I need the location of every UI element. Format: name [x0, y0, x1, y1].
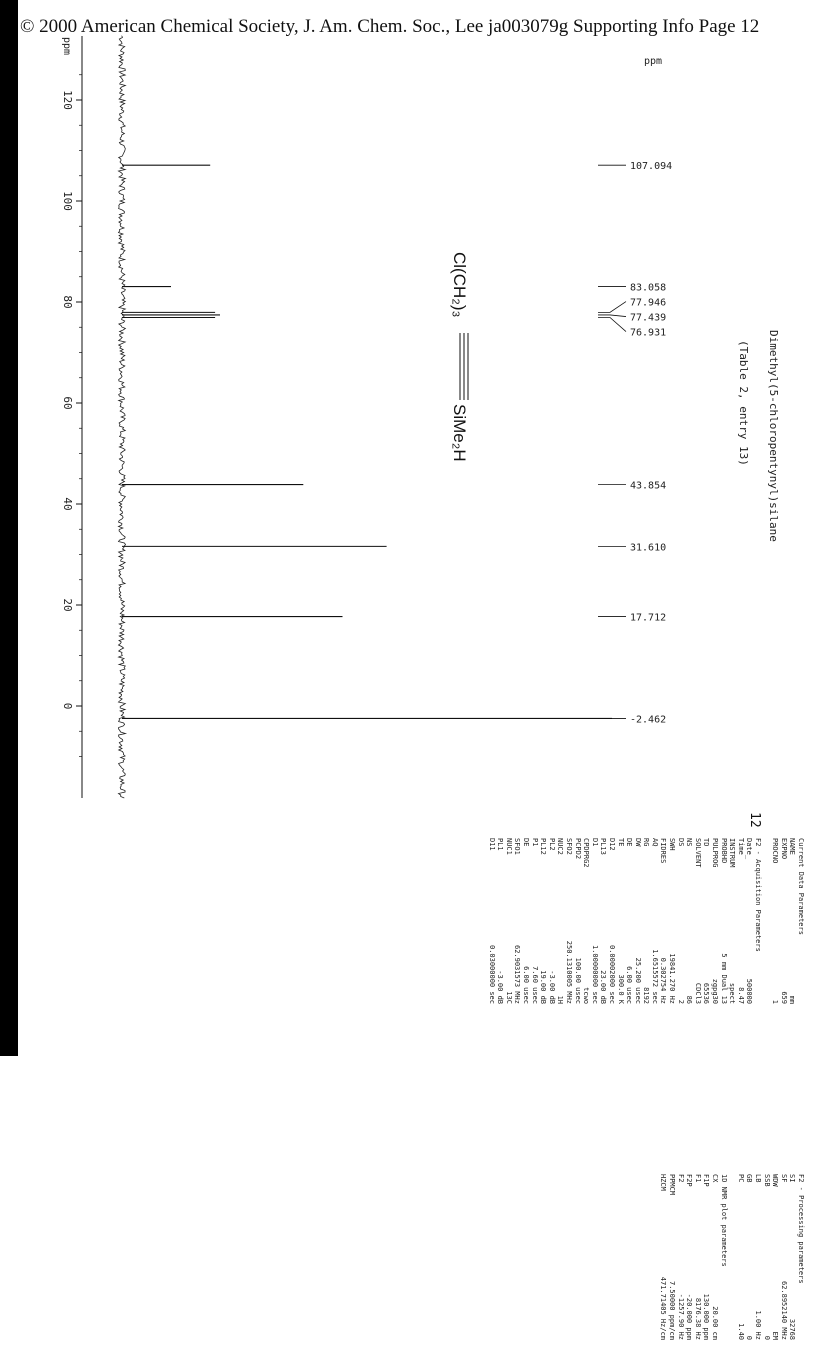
parameter-row [668, 1174, 677, 1354]
parameter-key: INSTRUM [728, 838, 737, 868]
parameter-value: 659 [779, 991, 788, 1004]
parameter-value: 7.60 usec [530, 966, 539, 1004]
parameter-value: 300.0 K [616, 974, 625, 1004]
peak-label: 43.854 [630, 480, 667, 492]
parameter-row [539, 838, 548, 1018]
parameter-value: 65536 [702, 982, 711, 1004]
parameter-value: zgpg30 [711, 978, 720, 1004]
parameter-value: CDCl3 [693, 982, 702, 1004]
parameter-row [710, 1174, 719, 1354]
parameter-row [779, 1174, 788, 1354]
parameter-key: Date_ [745, 838, 754, 860]
parameter-key: SOLVENT [693, 838, 702, 868]
parameter-value: 25.200 usec [633, 957, 642, 1004]
parameter-value: 100.00 usec [573, 957, 582, 1004]
parameter-key: SFO1 [513, 838, 522, 855]
peak-leader [598, 317, 626, 331]
parameter-row [719, 1174, 728, 1354]
parameter-row [719, 838, 728, 1018]
parameter-key: WDW [771, 1174, 780, 1187]
axis-tick-label: 0 [61, 702, 74, 710]
axis-tick-label: 20 [61, 598, 74, 612]
parameter-value: 1.00 Hz [754, 1310, 763, 1340]
parameter-key: GB [745, 1174, 754, 1183]
parameter-value: -1257.90 Hz [676, 1293, 685, 1340]
peak-label: 77.946 [630, 297, 667, 309]
parameter-row [779, 838, 788, 1018]
parameter-value: 62.8952140 MHz [779, 1280, 788, 1340]
peak-label: 76.931 [630, 327, 667, 339]
parameter-row [762, 838, 771, 1018]
parameter-key: CPDPRG2 [582, 838, 591, 868]
parameter-key: DS [676, 838, 685, 847]
parameter-row [788, 838, 797, 1018]
parameter-value: -3.00 dB [547, 970, 556, 1004]
parameter-key: DE [625, 838, 634, 847]
parameter-key: PPMCM [668, 1174, 677, 1196]
parameter-key [762, 838, 771, 894]
baseline-trace [119, 36, 126, 798]
parameter-key: D1 [590, 838, 599, 847]
parameter-value: 19.00 dB [539, 970, 548, 1004]
parameter-value: 0.03000000 sec [487, 944, 496, 1004]
baseline-noise [119, 36, 126, 798]
parameter-value: 8.47 [736, 987, 745, 1004]
parameter-row [753, 838, 762, 1018]
parameter-value [796, 947, 805, 1018]
parameter-value: 6.00 usec [625, 966, 634, 1004]
peak-series [122, 165, 612, 718]
parameter-row [728, 838, 737, 1018]
parameter-value: -3.00 dB [496, 970, 505, 1004]
parameter-value: 250.1310005 MHz [564, 940, 573, 1004]
parameter-key: HZCM [659, 1174, 668, 1191]
peak-leader [598, 302, 626, 313]
peak-leader [598, 315, 626, 317]
parameter-column-1 [487, 838, 805, 1018]
parameter-key: F1 [693, 1174, 702, 1183]
parameter-value: 8176.38 Hz [693, 1297, 702, 1340]
peak-label: 83.058 [630, 282, 667, 294]
parameter-row [564, 838, 573, 1018]
parameter-key: FIDRES [659, 838, 668, 864]
structure-right-group: SiMe₂H [450, 404, 469, 462]
parameter-key: PULPROG [711, 838, 720, 868]
axis-tick-label: 120 [61, 90, 74, 110]
parameter-row [693, 1174, 702, 1354]
parameter-row [693, 838, 702, 1018]
parameter-key: SI [788, 1174, 797, 1183]
parameter-row [504, 838, 513, 1018]
parameter-row [547, 838, 556, 1018]
citation-header: © 2000 American Chemical Society, J. Am. Chem. Soc., Lee ja003079g Supporting Info Page 12 [20, 16, 760, 37]
parameter-value: 23.00 dB [599, 970, 608, 1004]
parameter-row [736, 838, 745, 1018]
parameter-value: 0.00002000 sec [607, 944, 616, 1004]
parameter-value: 2 [676, 999, 685, 1004]
parameter-row [616, 838, 625, 1018]
parameter-value: 0.302754 Hz [659, 957, 668, 1004]
parameter-row [659, 1174, 668, 1354]
parameter-key: Current Data Parameters [797, 838, 805, 935]
parameter-row [676, 1174, 685, 1354]
parameter-row [642, 838, 651, 1018]
parameter-value: 1.6515572 sec [650, 949, 659, 1004]
parameter-key: F1P [702, 1174, 711, 1187]
parameter-value: 5 mm Dual 13 [719, 953, 728, 1004]
compound-title-block [737, 330, 780, 542]
parameter-value [719, 1283, 728, 1354]
compound-title: Dimethyl(5-chloropentynyl)silane [767, 330, 780, 542]
parameter-key: F2 - Acquisition Parameters [754, 838, 763, 952]
parameter-row [753, 1174, 762, 1354]
parameter-value: 500000 [745, 978, 754, 1004]
parameter-key: SF [779, 1174, 788, 1183]
axis-tick-label: 100 [61, 191, 74, 211]
parameter-value: 0 [762, 1335, 771, 1340]
parameter-key: PL13 [599, 838, 608, 855]
parameter-value [728, 1230, 737, 1340]
parameter-row [487, 838, 496, 1018]
parameter-row [710, 838, 719, 1018]
parameter-value: mm [788, 995, 797, 1004]
parameter-row [633, 838, 642, 1018]
parameter-value: 62.9031573 MHz [513, 944, 522, 1004]
parameter-value: -20.000 ppm [685, 1293, 694, 1340]
parameter-row [650, 838, 659, 1018]
peak-label: 107.094 [630, 161, 673, 173]
parameter-row [625, 838, 634, 1018]
parameter-key: LB [754, 1174, 763, 1183]
structure-left-group: Cl(CH₂)₃ [450, 252, 469, 318]
parameter-key: NAME [788, 838, 797, 855]
peak-label: 77.439 [630, 312, 667, 324]
parameter-key: D11 [487, 838, 496, 851]
parameter-key: EXPNO [779, 838, 788, 860]
parameter-key: PROBHD [719, 838, 728, 864]
parameter-row [685, 1174, 694, 1354]
parameter-value: spect [728, 982, 737, 1004]
parameter-value: 32768 [788, 1318, 797, 1340]
peak-label: -2.462 [630, 714, 667, 726]
parameter-row [728, 1174, 737, 1354]
parameter-key [728, 1174, 737, 1230]
parameter-key: 1D NMR plot parameters [719, 1174, 728, 1267]
parameter-value: 1H [556, 995, 565, 1004]
parameter-value [753, 952, 762, 1018]
parameter-key: TE [616, 838, 625, 847]
parameter-row [659, 838, 668, 1018]
parameter-row [590, 838, 599, 1018]
parameter-value: tcwo [582, 987, 591, 1004]
parameter-row [496, 838, 505, 1018]
parameter-key: NUC2 [556, 838, 565, 855]
parameter-row [702, 838, 711, 1018]
parameter-key: TD [702, 838, 711, 847]
parameter-value: 130.000 ppm [702, 1293, 711, 1340]
peak-label: 17.712 [630, 612, 667, 624]
parameter-value: 471.71405 Hz/cm [659, 1276, 668, 1340]
parameter-column-2 [659, 1174, 805, 1354]
parameter-key: F2 - Processing parameters [797, 1174, 805, 1284]
parameter-row [702, 1174, 711, 1354]
parameter-key: PL1 [496, 838, 505, 851]
entry-note: (Table 2, entry 13) [737, 340, 750, 466]
axis-tick-label: 60 [61, 396, 74, 410]
parameter-row [762, 1174, 771, 1354]
axis-tick-label: 80 [61, 295, 74, 309]
parameter-key: SFO2 [564, 838, 573, 855]
parameter-key: F2P [685, 1174, 694, 1187]
parameter-row [796, 1174, 805, 1354]
parameter-key: NS [685, 838, 694, 847]
parameter-key: PL12 [539, 838, 548, 855]
parameter-key: DW [633, 838, 642, 847]
parameter-value: 19841.270 Hz [668, 953, 677, 1004]
parameter-row [736, 1174, 745, 1354]
parameter-row [676, 838, 685, 1018]
parameter-row [521, 838, 530, 1018]
parameter-row [745, 1174, 754, 1354]
ppm-axis [61, 36, 82, 798]
page-number: 12 [747, 812, 762, 828]
parameter-key: PC [736, 1174, 745, 1183]
parameter-key: D12 [607, 838, 616, 851]
parameter-row [771, 838, 780, 1018]
peak-label: 31.610 [630, 542, 667, 554]
parameter-value: 1.40 [736, 1323, 745, 1340]
parameter-key: CX [711, 1174, 720, 1183]
parameter-value: 13C [504, 991, 513, 1004]
parameter-value [762, 894, 771, 1004]
parameter-row [745, 838, 754, 1018]
parameter-row [530, 838, 539, 1018]
parameter-key: PL2 [547, 838, 556, 851]
parameter-value: 8192 [642, 987, 651, 1004]
ppm-right-label: ppm [644, 56, 663, 67]
parameter-key: PROCNO [771, 838, 780, 864]
axis-tick-label: 40 [61, 497, 74, 511]
parameter-row [788, 1174, 797, 1354]
parameter-key: F2 [676, 1174, 685, 1183]
parameter-key: Time [736, 838, 745, 855]
parameter-key: PCPD2 [573, 838, 582, 860]
parameter-row [668, 838, 677, 1018]
parameter-value: 7.50000 ppm/cm [668, 1280, 677, 1340]
parameter-key: AQ [650, 838, 659, 847]
parameter-value: 1.00000000 sec [590, 944, 599, 1004]
parameter-row [685, 838, 694, 1018]
parameter-key: SSB [762, 1174, 771, 1187]
parameter-row [771, 1174, 780, 1354]
parameter-value: 86 [685, 995, 694, 1004]
parameter-value: 20.00 cm [711, 1306, 720, 1340]
parameter-row [582, 838, 591, 1018]
peak-labels [598, 161, 672, 725]
structure-drawing [450, 252, 469, 462]
parameter-value: 0 [745, 1335, 754, 1340]
parameter-value: EM [771, 1331, 780, 1340]
parameter-value [796, 1284, 805, 1354]
parameter-value: 1 [771, 999, 780, 1004]
parameter-row [796, 838, 805, 1018]
parameter-row [599, 838, 608, 1018]
parameter-row [607, 838, 616, 1018]
parameter-key: DE [522, 838, 530, 847]
parameter-key: RG [642, 838, 651, 847]
parameter-row [573, 838, 582, 1018]
parameter-row [556, 838, 565, 1018]
parameter-key: P1 [530, 838, 539, 847]
parameter-value: 6.00 usec [522, 966, 530, 1004]
parameter-key: NUC1 [504, 838, 513, 855]
parameter-key: SWH [668, 838, 677, 851]
parameter-row [513, 838, 522, 1018]
axis-label: ppm [61, 36, 72, 56]
